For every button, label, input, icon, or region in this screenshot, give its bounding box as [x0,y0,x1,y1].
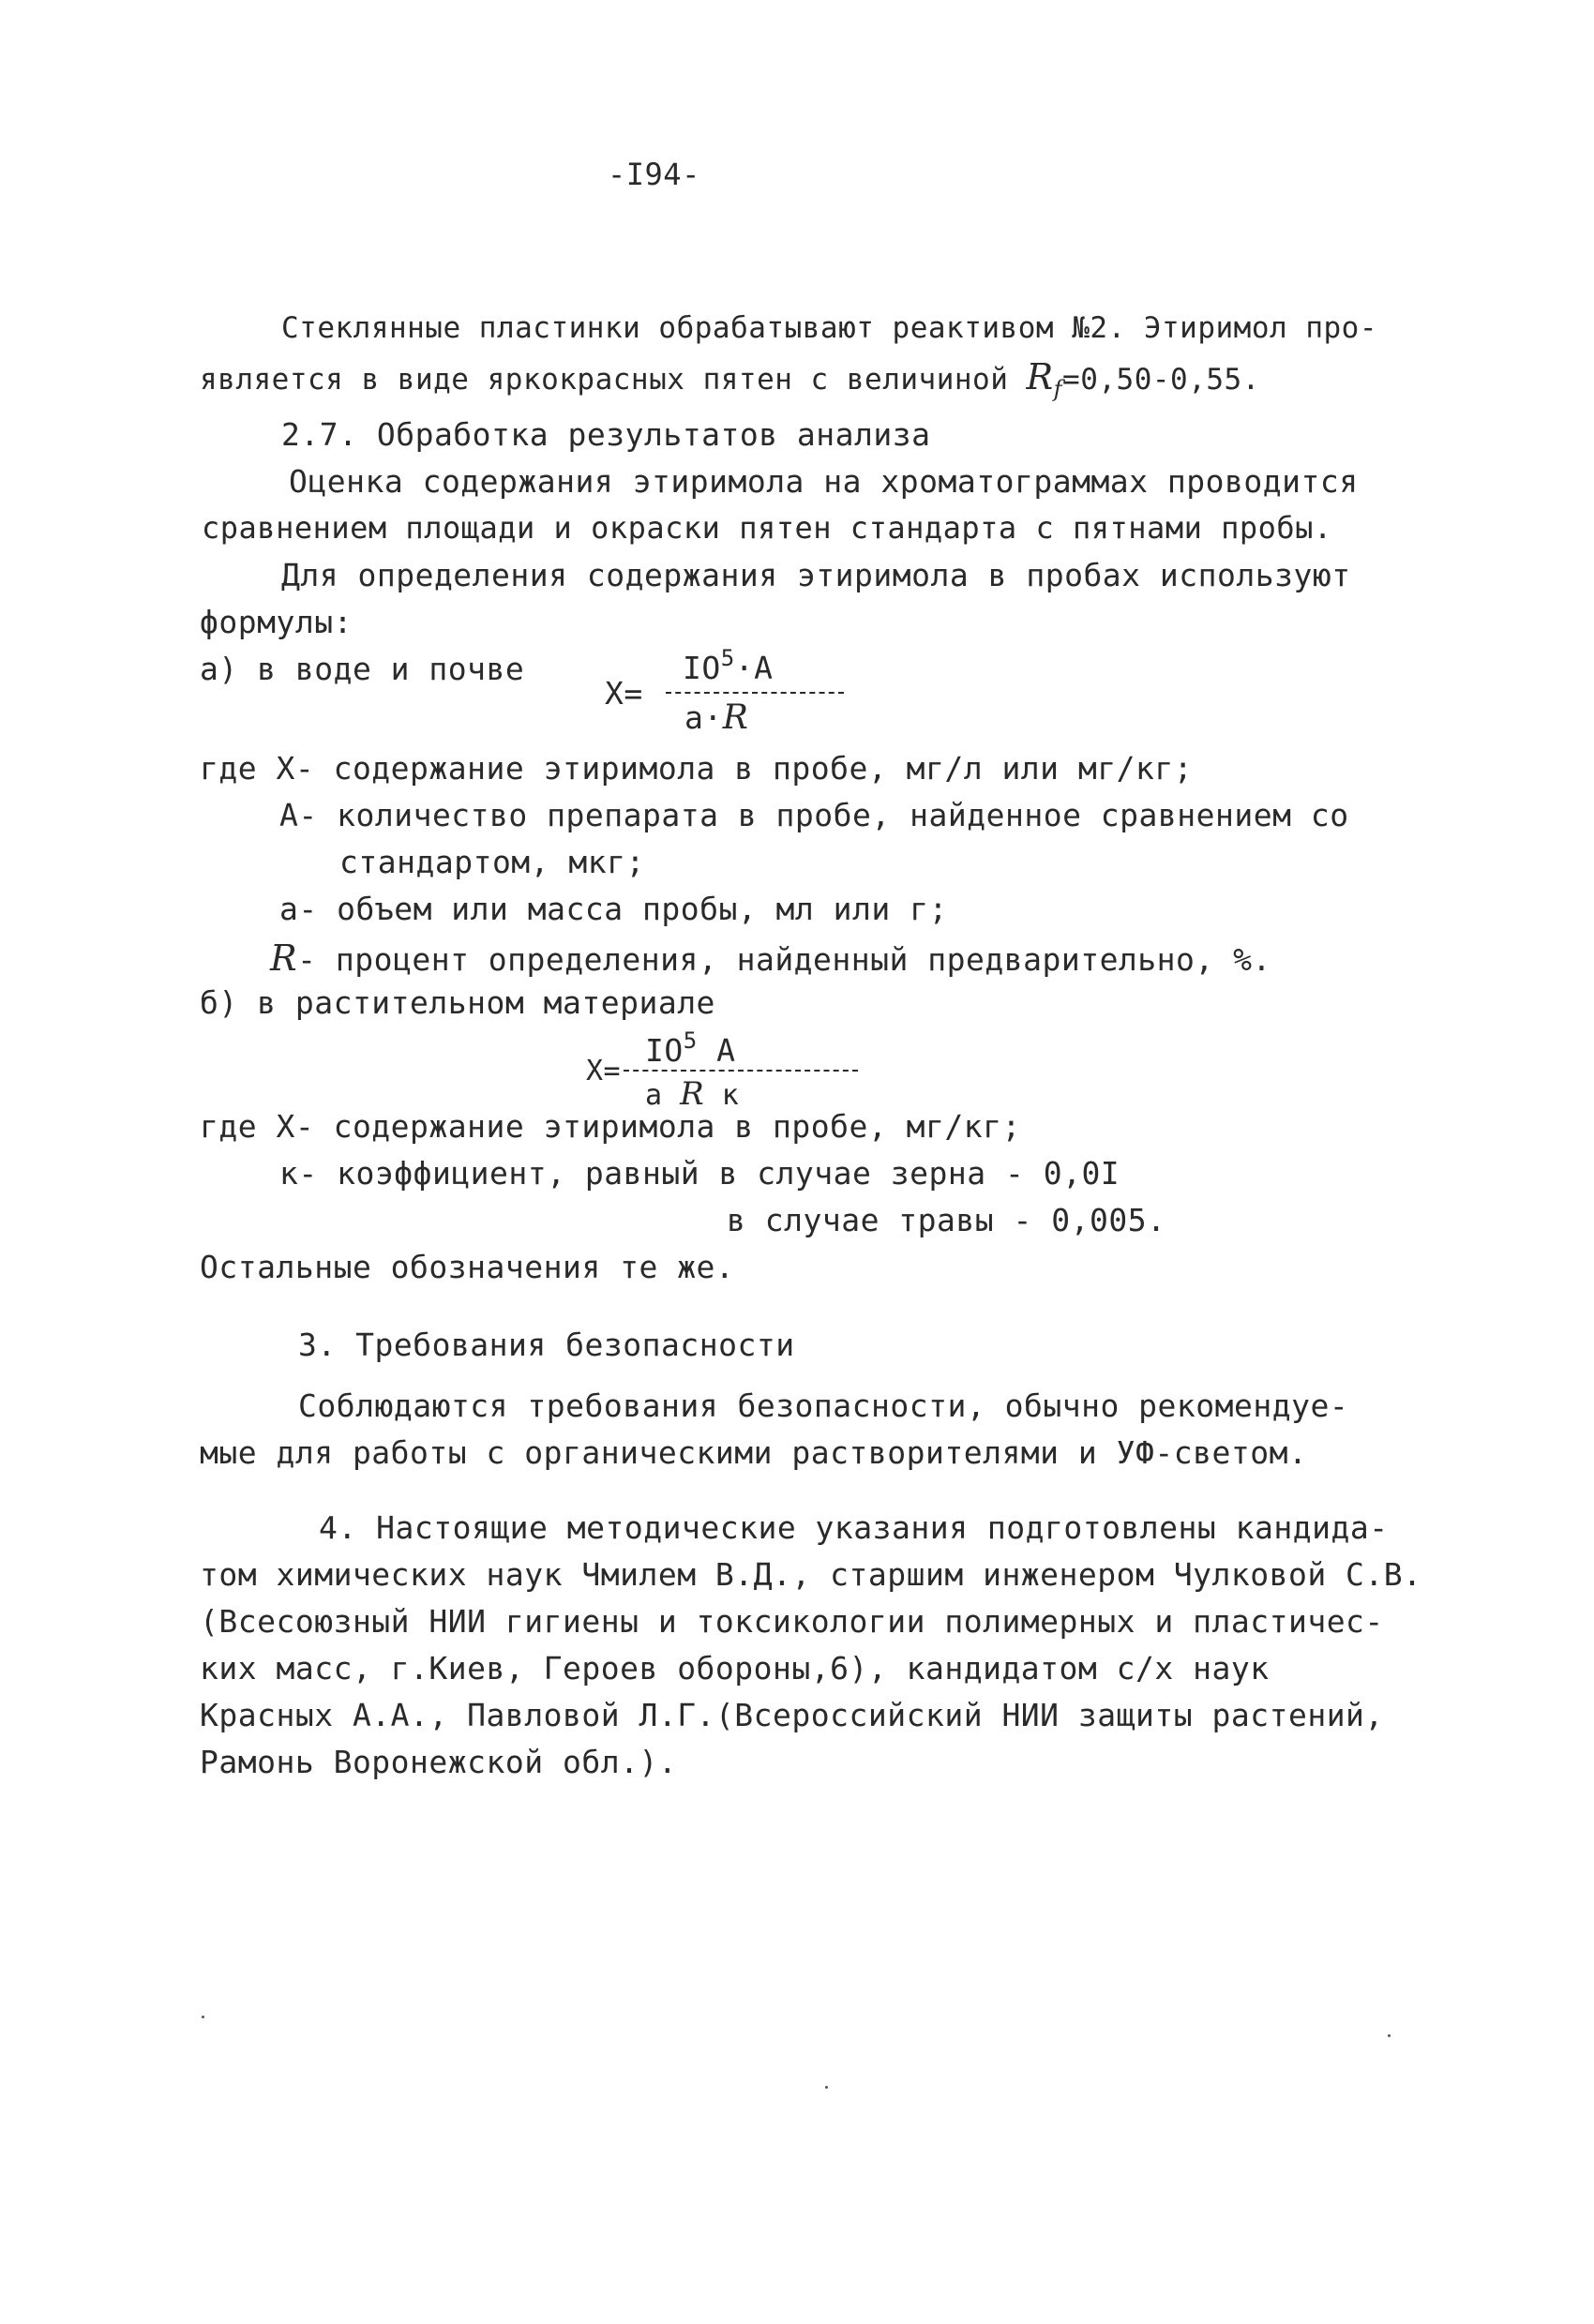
formula-a-den-r: R [722,698,749,737]
rf-symbol: R [1026,356,1054,397]
rf-value: =0,50-0,55. [1062,363,1260,397]
formula-a-numerator [683,645,774,686]
formula-a-lhs: X= [605,675,643,712]
section-2-7-heading: 2.7. Обработка результатов анализа [281,416,931,453]
scan-speck [1388,2034,1391,2037]
formula-a-denominator [684,698,749,737]
section-3-line-1: Соблюдаются требования безопасности, обычно рекомендуе- [298,1387,1349,1424]
section-4-line-1: 4. Настоящие методические указания подготовлены кандида- [319,1509,1389,1546]
intro-line-2-text: является в виде яркокрасных пятен с величиной [200,363,1027,397]
where-a-a1: А- количество препарата в пробе, найденное сравнением со [279,797,1349,833]
section-3-line-2: мые для работы с органическими растворителями и УФ-светом. [200,1434,1308,1471]
intro-line-2 [200,356,1260,402]
formula-a-num-a: ·A [734,650,774,686]
where-b-k: к- коэффициент, равный в случае зерна - 0,0I [279,1155,1120,1192]
where-b-rest: Остальные обозначения те же. [200,1249,735,1285]
formula-b-den-k: к [721,1079,740,1112]
formula-b-lhs: X= [586,1055,622,1087]
case-b-label: б) в растительном материале [200,984,715,1021]
formula-b-num-exp: 5 [683,1027,698,1054]
where-a-a2: стандартом, мкг; [339,844,645,880]
intro-line-1: Стеклянные пластинки обрабатывают реактивом №2. Этиримол про- [281,311,1377,345]
formula-b-den-a: а [645,1079,663,1112]
scan-speck [825,2086,828,2089]
scan-speck [202,2016,204,2018]
formula-a-den-a: а· [684,699,723,736]
case-a-label: а) в воде и почве [200,651,525,687]
formula-a-num-exp: 5 [720,645,735,671]
section-4-line-6: Рамонь Воронежской обл.). [200,1744,678,1780]
where-a-a-small: а- объем или масса пробы, мл или г; [279,891,948,927]
formula-b-numerator [645,1027,736,1069]
rf-subscript: f [1053,376,1063,402]
where-a-x: где X- содержание этиримола в пробе, мг/л или мг/кг; [200,750,1194,787]
section-4-line-4: ких масс, г.Киев, Героев обороны,6), кандидатом с/х наук [200,1650,1270,1687]
formula-b-den-r: R [680,1075,705,1113]
section-4-line-2: том химических наук Чмилем В.Д., старшим инженером Чулковой С.В. [200,1556,1422,1593]
where-b-k2: в случае травы - 0,005. [727,1202,1166,1238]
section-2-7-p1-line-2: сравнением площади и окраски пятен стандарта с пятнами пробы. [202,510,1332,546]
where-a-r-text: - процент определения, найденный предварительно, %. [297,941,1271,978]
where-a-r [270,937,1271,979]
section-2-7-p1-line-1: Оценка содержания этиримола на хроматограммах проводится [289,463,1359,500]
formula-b-num-base: IO [645,1032,684,1069]
section-2-7-p2-line-1: Для определения содержания этиримола в пробах используют [281,557,1351,593]
formula-b-fraction-line [624,1070,858,1072]
formula-a-fraction-line [666,692,844,694]
section-4-line-5: Красных А.А., Павловой Л.Г.(Всероссийский НИИ защиты растений, [200,1697,1384,1733]
page-number: -I94- [608,157,700,192]
formula-b-denominator [645,1075,740,1113]
section-2-7-p2-line-2: формулы: [200,604,353,640]
where-b-x: где X- содержание этиримола в пробе, мг/кг; [200,1108,1021,1145]
formula-b-num-a: A [697,1032,736,1069]
section-3-heading: 3. Требования безопасности [298,1327,795,1363]
section-4-line-3: (Всесоюзный НИИ гигиены и токсикологии полимерных и пластичес- [200,1603,1384,1640]
where-a-r-symbol: R [270,937,298,979]
formula-a-num-base: IO [683,650,721,686]
